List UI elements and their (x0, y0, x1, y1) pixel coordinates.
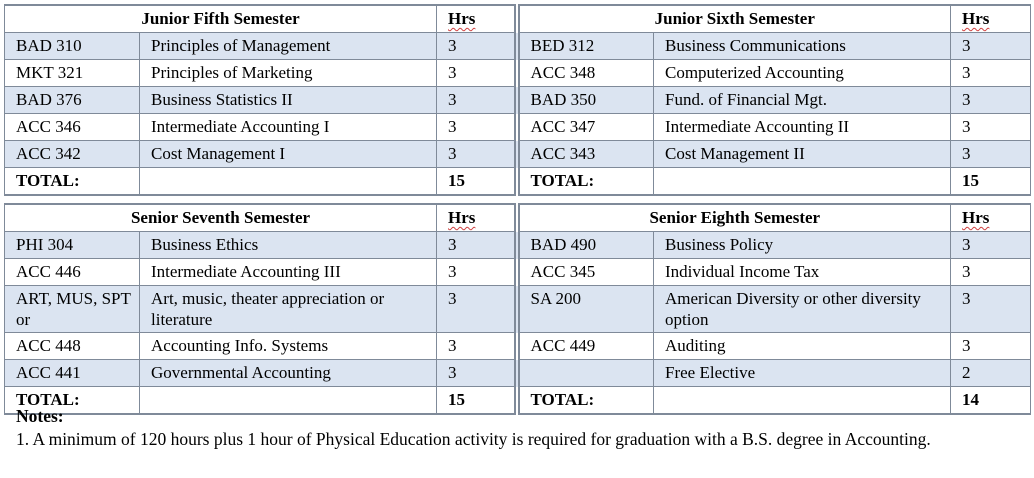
semester-title: Senior Seventh Semester (5, 204, 437, 232)
total-label: TOTAL: (5, 168, 140, 196)
course-code: ART, MUS, SPT or (5, 286, 140, 333)
course-name: Free Elective (654, 360, 951, 387)
course-hrs: 3 (951, 33, 1031, 60)
course-table (4, 203, 1031, 415)
course-code: BAD 376 (5, 87, 140, 114)
total-label: TOTAL: (519, 168, 654, 196)
total-spacer (654, 168, 951, 196)
table-row (5, 60, 1031, 87)
course-code: ACC 343 (519, 141, 654, 168)
total-hrs: 15 (437, 387, 515, 415)
course-name: Principles of Management (140, 33, 437, 60)
course-name: Computerized Accounting (654, 60, 951, 87)
course-name: Cost Management II (654, 141, 951, 168)
course-code: MKT 321 (5, 60, 140, 87)
course-name: Individual Income Tax (654, 259, 951, 286)
course-name: Intermediate Accounting I (140, 114, 437, 141)
course-hrs: 2 (951, 360, 1031, 387)
course-code: SA 200 (519, 286, 654, 333)
hrs-header: Hrs (437, 5, 515, 33)
total-hrs: 14 (951, 387, 1031, 415)
course-hrs: 3 (951, 259, 1031, 286)
course-hrs: 3 (951, 232, 1031, 259)
total-row (5, 168, 1031, 196)
total-label: TOTAL: (5, 387, 140, 415)
course-name: American Diversity or other diversity option (654, 286, 951, 333)
table-row (5, 141, 1031, 168)
course-name: Fund. of Financial Mgt. (654, 87, 951, 114)
course-hrs: 3 (437, 114, 515, 141)
hrs-header: Hrs (951, 204, 1031, 232)
total-spacer (140, 168, 437, 196)
course-name: Cost Management I (140, 141, 437, 168)
course-code: ACC 345 (519, 259, 654, 286)
semester-title: Junior Sixth Semester (519, 5, 951, 33)
course-code: ACC 446 (5, 259, 140, 286)
course-hrs: 3 (951, 333, 1031, 360)
course-name: Business Communications (654, 33, 951, 60)
notes-title: Notes: (16, 406, 64, 426)
course-code: ACC 348 (519, 60, 654, 87)
semester-title: Senior Eighth Semester (519, 204, 951, 232)
notes-section (16, 405, 1018, 451)
table-row (5, 33, 1031, 60)
semester-table-senior (4, 203, 1030, 415)
course-code: ACC 449 (519, 333, 654, 360)
table-row (5, 333, 1031, 360)
course-name: Business Policy (654, 232, 951, 259)
semester-table-junior (4, 4, 1030, 196)
course-code: ACC 441 (5, 360, 140, 387)
course-name: Business Statistics II (140, 87, 437, 114)
course-hrs: 3 (437, 259, 515, 286)
hrs-header: Hrs (437, 204, 515, 232)
course-hrs: 3 (951, 114, 1031, 141)
course-hrs: 3 (437, 360, 515, 387)
course-name: Intermediate Accounting III (140, 259, 437, 286)
table-row (5, 87, 1031, 114)
course-code: ACC 448 (5, 333, 140, 360)
table-row (5, 232, 1031, 259)
course-name: Accounting Info. Systems (140, 333, 437, 360)
table-row (5, 259, 1031, 286)
course-code: BAD 490 (519, 232, 654, 259)
course-name: Art, music, theater appreciation or literature (140, 286, 437, 333)
course-code: ACC 342 (5, 141, 140, 168)
semester-title: Junior Fifth Semester (5, 5, 437, 33)
course-hrs: 3 (437, 33, 515, 60)
course-code: BED 312 (519, 33, 654, 60)
course-name: Principles of Marketing (140, 60, 437, 87)
table-row (5, 286, 1031, 333)
hrs-header: Hrs (951, 5, 1031, 33)
course-hrs: 3 (951, 141, 1031, 168)
course-name: Auditing (654, 333, 951, 360)
course-hrs: 3 (437, 87, 515, 114)
course-hrs: 3 (437, 60, 515, 87)
table-row (5, 360, 1031, 387)
total-hrs: 15 (951, 168, 1031, 196)
course-code: BAD 350 (519, 87, 654, 114)
course-code: PHI 304 (5, 232, 140, 259)
note-item: 1. A minimum of 120 hours plus 1 hour of Physical Education activity is required for graduation with a B.S. degree in Accounting. (16, 429, 931, 449)
total-hrs: 15 (437, 168, 515, 196)
course-code: ACC 346 (5, 114, 140, 141)
course-hrs: 3 (437, 286, 515, 333)
course-name: Business Ethics (140, 232, 437, 259)
course-hrs: 3 (951, 60, 1031, 87)
course-name: Governmental Accounting (140, 360, 437, 387)
course-name: Intermediate Accounting II (654, 114, 951, 141)
total-label: TOTAL: (519, 387, 654, 415)
course-code: ACC 347 (519, 114, 654, 141)
course-hrs: 3 (437, 141, 515, 168)
course-code: BAD 310 (5, 33, 140, 60)
course-code (519, 360, 654, 387)
course-hrs: 3 (951, 286, 1031, 333)
course-table (4, 4, 1031, 196)
course-hrs: 3 (437, 333, 515, 360)
course-hrs: 3 (951, 87, 1031, 114)
course-hrs: 3 (437, 232, 515, 259)
table-row (5, 114, 1031, 141)
